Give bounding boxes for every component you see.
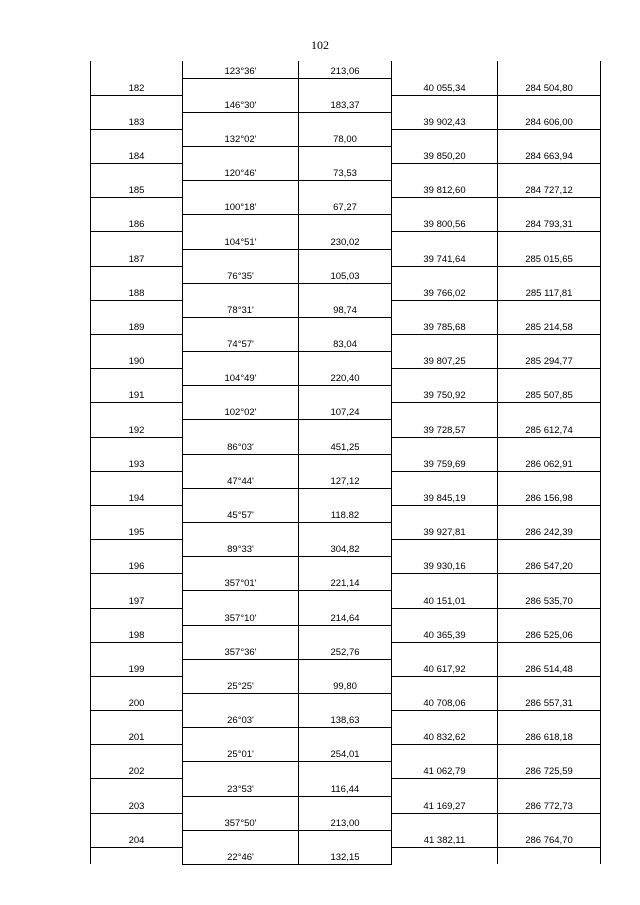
point-number-cell: 192 bbox=[91, 420, 183, 437]
distance-cell: 127,12 bbox=[299, 471, 392, 488]
direction-angle-cell bbox=[183, 352, 299, 369]
distance-cell: 254,01 bbox=[299, 745, 392, 762]
point-row bbox=[91, 830, 601, 847]
x-coordinate-cell bbox=[392, 676, 498, 693]
direction-angle-cell bbox=[183, 523, 299, 540]
point-number-cell: 182 bbox=[91, 78, 183, 95]
direction-angle-cell bbox=[183, 181, 299, 198]
point-row bbox=[91, 249, 601, 266]
x-coordinate-cell: 39 845,19 bbox=[392, 488, 498, 505]
x-coordinate-cell bbox=[392, 505, 498, 522]
direction-angle-cell bbox=[183, 762, 299, 779]
x-coordinate-cell: 41 382,11 bbox=[392, 830, 498, 847]
x-coordinate-cell bbox=[392, 129, 498, 146]
y-coordinate-cell: 286 618,18 bbox=[498, 728, 601, 745]
direction-angle-cell: 45°57' bbox=[183, 505, 299, 522]
x-coordinate-cell: 39 800,56 bbox=[392, 215, 498, 232]
segment-row bbox=[91, 642, 601, 659]
point-number-cell: 186 bbox=[91, 215, 183, 232]
segment-row bbox=[91, 574, 601, 591]
distance-cell bbox=[299, 386, 392, 403]
direction-angle-cell bbox=[183, 693, 299, 710]
point-number-cell: 190 bbox=[91, 352, 183, 369]
segment-row bbox=[91, 608, 601, 625]
point-row bbox=[91, 659, 601, 676]
y-coordinate-cell: 286 062,91 bbox=[498, 454, 601, 471]
distance-cell bbox=[299, 830, 392, 847]
x-coordinate-cell: 41 169,27 bbox=[392, 796, 498, 813]
point-number-cell bbox=[91, 471, 183, 488]
point-row bbox=[91, 317, 601, 334]
point-number-cell bbox=[91, 505, 183, 522]
y-coordinate-cell bbox=[498, 369, 601, 386]
point-number-cell: 201 bbox=[91, 728, 183, 745]
point-number-cell: 185 bbox=[91, 181, 183, 198]
x-coordinate-cell: 39 902,43 bbox=[392, 112, 498, 129]
direction-angle-cell bbox=[183, 796, 299, 813]
y-coordinate-cell: 286 514,48 bbox=[498, 659, 601, 676]
segment-row bbox=[91, 300, 601, 317]
point-number-cell bbox=[91, 847, 183, 864]
y-coordinate-cell: 286 557,31 bbox=[498, 693, 601, 710]
point-number-cell: 200 bbox=[91, 693, 183, 710]
distance-cell: 83,04 bbox=[299, 335, 392, 352]
y-coordinate-cell bbox=[498, 300, 601, 317]
y-coordinate-cell: 284 504,80 bbox=[498, 78, 601, 95]
distance-cell: 116,44 bbox=[299, 779, 392, 796]
distance-cell bbox=[299, 181, 392, 198]
distance-cell: 183,37 bbox=[299, 95, 392, 112]
point-number-cell bbox=[91, 266, 183, 283]
point-row bbox=[91, 591, 601, 608]
point-number-cell bbox=[91, 745, 183, 762]
segment-row bbox=[91, 745, 601, 762]
point-number-cell: 193 bbox=[91, 454, 183, 471]
point-row bbox=[91, 215, 601, 232]
y-coordinate-cell bbox=[498, 335, 601, 352]
point-row bbox=[91, 523, 601, 540]
segment-row bbox=[91, 847, 601, 864]
distance-cell bbox=[299, 78, 392, 95]
point-number-cell: 184 bbox=[91, 146, 183, 163]
x-coordinate-cell bbox=[392, 745, 498, 762]
x-coordinate-cell: 39 766,02 bbox=[392, 283, 498, 300]
point-row bbox=[91, 762, 601, 779]
point-row bbox=[91, 181, 601, 198]
y-coordinate-cell bbox=[498, 61, 601, 78]
y-coordinate-cell bbox=[498, 745, 601, 762]
x-coordinate-cell bbox=[392, 711, 498, 728]
y-coordinate-cell: 284 606,00 bbox=[498, 112, 601, 129]
point-row bbox=[91, 352, 601, 369]
y-coordinate-cell bbox=[498, 847, 601, 864]
distance-cell bbox=[299, 762, 392, 779]
x-coordinate-cell bbox=[392, 813, 498, 830]
point-row bbox=[91, 386, 601, 403]
point-number-cell: 197 bbox=[91, 591, 183, 608]
y-coordinate-cell bbox=[498, 403, 601, 420]
y-coordinate-cell: 286 772,73 bbox=[498, 796, 601, 813]
y-coordinate-cell: 284 663,94 bbox=[498, 146, 601, 163]
direction-angle-cell bbox=[183, 317, 299, 334]
distance-cell bbox=[299, 728, 392, 745]
y-coordinate-cell bbox=[498, 198, 601, 215]
y-coordinate-cell bbox=[498, 232, 601, 249]
distance-cell bbox=[299, 112, 392, 129]
x-coordinate-cell bbox=[392, 471, 498, 488]
point-number-cell: 199 bbox=[91, 659, 183, 676]
segment-row bbox=[91, 61, 601, 78]
coordinates-table-body bbox=[91, 61, 601, 864]
point-row bbox=[91, 420, 601, 437]
x-coordinate-cell bbox=[392, 198, 498, 215]
x-coordinate-cell: 40 055,34 bbox=[392, 78, 498, 95]
direction-angle-cell: 146°30' bbox=[183, 95, 299, 112]
y-coordinate-cell: 286 764,70 bbox=[498, 830, 601, 847]
distance-cell bbox=[299, 591, 392, 608]
direction-angle-cell: 104°49' bbox=[183, 369, 299, 386]
y-coordinate-cell bbox=[498, 711, 601, 728]
segment-row bbox=[91, 813, 601, 830]
x-coordinate-cell: 40 832,62 bbox=[392, 728, 498, 745]
x-coordinate-cell bbox=[392, 847, 498, 864]
x-coordinate-cell bbox=[392, 266, 498, 283]
y-coordinate-cell bbox=[498, 813, 601, 830]
direction-angle-cell bbox=[183, 625, 299, 642]
point-number-cell: 203 bbox=[91, 796, 183, 813]
point-number-cell bbox=[91, 574, 183, 591]
x-coordinate-cell bbox=[392, 540, 498, 557]
direction-angle-cell bbox=[183, 454, 299, 471]
y-coordinate-cell: 286 725,59 bbox=[498, 762, 601, 779]
distance-cell: 220,40 bbox=[299, 369, 392, 386]
x-coordinate-cell: 39 759,69 bbox=[392, 454, 498, 471]
distance-cell: 252,76 bbox=[299, 642, 392, 659]
direction-angle-cell bbox=[183, 386, 299, 403]
point-number-cell: 198 bbox=[91, 625, 183, 642]
x-coordinate-cell bbox=[392, 574, 498, 591]
direction-angle-cell: 78°31' bbox=[183, 300, 299, 317]
segment-row bbox=[91, 779, 601, 796]
direction-angle-cell bbox=[183, 659, 299, 676]
x-coordinate-cell bbox=[392, 300, 498, 317]
x-coordinate-cell: 39 927,81 bbox=[392, 523, 498, 540]
distance-cell: 132,15 bbox=[299, 847, 392, 864]
point-number-cell bbox=[91, 403, 183, 420]
distance-cell bbox=[299, 796, 392, 813]
distance-cell: 213,06 bbox=[299, 61, 392, 78]
point-row bbox=[91, 283, 601, 300]
x-coordinate-cell: 39 930,16 bbox=[392, 557, 498, 574]
point-number-cell: 189 bbox=[91, 317, 183, 334]
distance-cell: 230,02 bbox=[299, 232, 392, 249]
point-number-cell: 196 bbox=[91, 557, 183, 574]
point-number-cell bbox=[91, 608, 183, 625]
x-coordinate-cell: 39 785,68 bbox=[392, 317, 498, 334]
point-row bbox=[91, 693, 601, 710]
direction-angle-cell: 25°01' bbox=[183, 745, 299, 762]
x-coordinate-cell: 40 151,01 bbox=[392, 591, 498, 608]
x-coordinate-cell bbox=[392, 335, 498, 352]
segment-row bbox=[91, 198, 601, 215]
segment-row bbox=[91, 232, 601, 249]
x-coordinate-cell: 39 812,60 bbox=[392, 181, 498, 198]
y-coordinate-cell bbox=[498, 437, 601, 454]
y-coordinate-cell bbox=[498, 129, 601, 146]
direction-angle-cell: 100°18' bbox=[183, 198, 299, 215]
y-coordinate-cell: 286 535,70 bbox=[498, 591, 601, 608]
x-coordinate-cell: 40 617,92 bbox=[392, 659, 498, 676]
distance-cell bbox=[299, 523, 392, 540]
distance-cell bbox=[299, 454, 392, 471]
distance-cell bbox=[299, 352, 392, 369]
x-coordinate-cell bbox=[392, 642, 498, 659]
y-coordinate-cell bbox=[498, 471, 601, 488]
x-coordinate-cell: 39 850,20 bbox=[392, 146, 498, 163]
direction-angle-cell: 74°57' bbox=[183, 335, 299, 352]
point-number-cell: 183 bbox=[91, 112, 183, 129]
y-coordinate-cell: 286 525,06 bbox=[498, 625, 601, 642]
y-coordinate-cell: 286 547,20 bbox=[498, 557, 601, 574]
x-coordinate-cell: 39 807,25 bbox=[392, 352, 498, 369]
coordinates-table bbox=[90, 61, 601, 865]
distance-cell: 451,25 bbox=[299, 437, 392, 454]
distance-cell: 118.82 bbox=[299, 505, 392, 522]
direction-angle-cell: 89°33' bbox=[183, 540, 299, 557]
distance-cell: 138,63 bbox=[299, 711, 392, 728]
point-number-cell bbox=[91, 540, 183, 557]
x-coordinate-cell bbox=[392, 232, 498, 249]
segment-row bbox=[91, 95, 601, 112]
point-number-cell bbox=[91, 779, 183, 796]
direction-angle-cell: 26°03' bbox=[183, 711, 299, 728]
distance-cell bbox=[299, 625, 392, 642]
y-coordinate-cell: 285 612,74 bbox=[498, 420, 601, 437]
direction-angle-cell: 357°36' bbox=[183, 642, 299, 659]
direction-angle-cell bbox=[183, 830, 299, 847]
direction-angle-cell: 23°53' bbox=[183, 779, 299, 796]
direction-angle-cell: 357°01' bbox=[183, 574, 299, 591]
y-coordinate-cell bbox=[498, 574, 601, 591]
point-number-cell bbox=[91, 437, 183, 454]
point-row bbox=[91, 728, 601, 745]
segment-row bbox=[91, 437, 601, 454]
distance-cell bbox=[299, 693, 392, 710]
y-coordinate-cell bbox=[498, 266, 601, 283]
x-coordinate-cell: 41 062,79 bbox=[392, 762, 498, 779]
y-coordinate-cell: 285 117,81 bbox=[498, 283, 601, 300]
x-coordinate-cell: 40 708,06 bbox=[392, 693, 498, 710]
direction-angle-cell bbox=[183, 420, 299, 437]
direction-angle-cell bbox=[183, 488, 299, 505]
point-number-cell: 202 bbox=[91, 762, 183, 779]
x-coordinate-cell bbox=[392, 608, 498, 625]
y-coordinate-cell: 285 015,65 bbox=[498, 249, 601, 266]
point-number-cell bbox=[91, 129, 183, 146]
point-number-cell bbox=[91, 61, 183, 78]
x-coordinate-cell: 39 741,64 bbox=[392, 249, 498, 266]
segment-row bbox=[91, 403, 601, 420]
point-number-cell bbox=[91, 95, 183, 112]
segment-row bbox=[91, 711, 601, 728]
x-coordinate-cell bbox=[392, 779, 498, 796]
distance-cell: 98,74 bbox=[299, 300, 392, 317]
direction-angle-cell bbox=[183, 557, 299, 574]
y-coordinate-cell bbox=[498, 779, 601, 796]
y-coordinate-cell: 285 507,85 bbox=[498, 386, 601, 403]
y-coordinate-cell bbox=[498, 505, 601, 522]
segment-row bbox=[91, 676, 601, 693]
distance-cell: 99,80 bbox=[299, 676, 392, 693]
point-number-cell bbox=[91, 232, 183, 249]
direction-angle-cell: 104°51' bbox=[183, 232, 299, 249]
point-number-cell bbox=[91, 711, 183, 728]
point-row bbox=[91, 112, 601, 129]
segment-row bbox=[91, 129, 601, 146]
distance-cell bbox=[299, 659, 392, 676]
distance-cell: 73,53 bbox=[299, 164, 392, 181]
distance-cell bbox=[299, 146, 392, 163]
segment-row bbox=[91, 471, 601, 488]
x-coordinate-cell bbox=[392, 369, 498, 386]
y-coordinate-cell: 284 727,12 bbox=[498, 181, 601, 198]
x-coordinate-cell bbox=[392, 95, 498, 112]
segment-row bbox=[91, 335, 601, 352]
distance-cell: 107,24 bbox=[299, 403, 392, 420]
distance-cell bbox=[299, 249, 392, 266]
distance-cell bbox=[299, 557, 392, 574]
direction-angle-cell: 25°25' bbox=[183, 676, 299, 693]
point-number-cell bbox=[91, 164, 183, 181]
direction-angle-cell: 86°03' bbox=[183, 437, 299, 454]
y-coordinate-cell bbox=[498, 95, 601, 112]
point-row bbox=[91, 796, 601, 813]
point-number-cell bbox=[91, 642, 183, 659]
direction-angle-cell: 123°36' bbox=[183, 61, 299, 78]
y-coordinate-cell bbox=[498, 540, 601, 557]
point-number-cell: 187 bbox=[91, 249, 183, 266]
segment-row bbox=[91, 369, 601, 386]
point-number-cell bbox=[91, 335, 183, 352]
x-coordinate-cell: 39 750,92 bbox=[392, 386, 498, 403]
y-coordinate-cell: 284 793,31 bbox=[498, 215, 601, 232]
point-number-cell: 195 bbox=[91, 523, 183, 540]
distance-cell: 105,03 bbox=[299, 266, 392, 283]
point-row bbox=[91, 146, 601, 163]
direction-angle-cell: 120°46' bbox=[183, 164, 299, 181]
point-number-cell: 204 bbox=[91, 830, 183, 847]
direction-angle-cell: 357°50' bbox=[183, 813, 299, 830]
y-coordinate-cell bbox=[498, 164, 601, 181]
direction-angle-cell bbox=[183, 112, 299, 129]
distance-cell: 78,00 bbox=[299, 129, 392, 146]
point-row bbox=[91, 488, 601, 505]
point-row bbox=[91, 557, 601, 574]
distance-cell: 67,27 bbox=[299, 198, 392, 215]
point-number-cell: 194 bbox=[91, 488, 183, 505]
direction-angle-cell: 132°02' bbox=[183, 129, 299, 146]
y-coordinate-cell bbox=[498, 642, 601, 659]
x-coordinate-cell bbox=[392, 403, 498, 420]
direction-angle-cell bbox=[183, 283, 299, 300]
distance-cell: 213,00 bbox=[299, 813, 392, 830]
direction-angle-cell: 76°35' bbox=[183, 266, 299, 283]
distance-cell: 221,14 bbox=[299, 574, 392, 591]
point-number-cell bbox=[91, 300, 183, 317]
direction-angle-cell bbox=[183, 146, 299, 163]
direction-angle-cell bbox=[183, 249, 299, 266]
direction-angle-cell: 47°44' bbox=[183, 471, 299, 488]
direction-angle-cell bbox=[183, 215, 299, 232]
segment-row bbox=[91, 540, 601, 557]
point-number-cell: 188 bbox=[91, 283, 183, 300]
point-number-cell: 191 bbox=[91, 386, 183, 403]
distance-cell bbox=[299, 317, 392, 334]
distance-cell bbox=[299, 283, 392, 300]
direction-angle-cell bbox=[183, 728, 299, 745]
y-coordinate-cell: 286 156,98 bbox=[498, 488, 601, 505]
direction-angle-cell bbox=[183, 78, 299, 95]
point-row bbox=[91, 454, 601, 471]
y-coordinate-cell: 285 214,58 bbox=[498, 317, 601, 334]
y-coordinate-cell: 285 294,77 bbox=[498, 352, 601, 369]
x-coordinate-cell bbox=[392, 164, 498, 181]
segment-row bbox=[91, 505, 601, 522]
distance-cell bbox=[299, 420, 392, 437]
x-coordinate-cell: 39 728,57 bbox=[392, 420, 498, 437]
point-row bbox=[91, 78, 601, 95]
x-coordinate-cell: 40 365,39 bbox=[392, 625, 498, 642]
distance-cell bbox=[299, 215, 392, 232]
distance-cell: 304,82 bbox=[299, 540, 392, 557]
point-number-cell bbox=[91, 813, 183, 830]
y-coordinate-cell bbox=[498, 676, 601, 693]
direction-angle-cell bbox=[183, 591, 299, 608]
segment-row bbox=[91, 164, 601, 181]
distance-cell bbox=[299, 488, 392, 505]
point-number-cell bbox=[91, 676, 183, 693]
direction-angle-cell: 22°46' bbox=[183, 847, 299, 864]
point-number-cell bbox=[91, 198, 183, 215]
direction-angle-cell: 357°10' bbox=[183, 608, 299, 625]
point-row bbox=[91, 625, 601, 642]
segment-row bbox=[91, 266, 601, 283]
x-coordinate-cell bbox=[392, 437, 498, 454]
distance-cell: 214,64 bbox=[299, 608, 392, 625]
direction-angle-cell: 102°02' bbox=[183, 403, 299, 420]
y-coordinate-cell: 286 242,39 bbox=[498, 523, 601, 540]
page-number: 102 bbox=[311, 38, 329, 52]
point-number-cell bbox=[91, 369, 183, 386]
x-coordinate-cell bbox=[392, 61, 498, 78]
y-coordinate-cell bbox=[498, 608, 601, 625]
